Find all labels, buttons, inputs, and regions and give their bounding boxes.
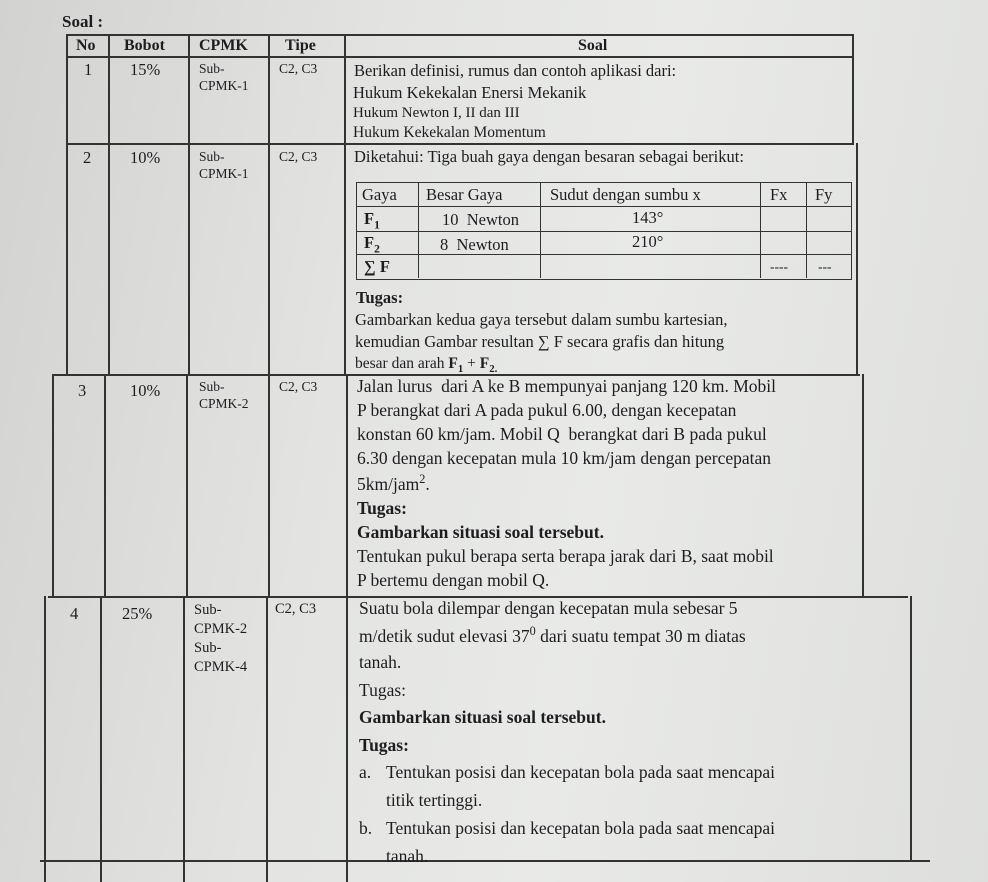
force-header-besar: Besar Gaya xyxy=(426,185,503,204)
row-tipe: C2, C3 xyxy=(279,379,318,394)
force-gaya-f1: $F_1$ xyxy=(364,209,380,232)
row-bobot: 15% xyxy=(130,60,161,79)
tugas-label: Tugas: xyxy=(357,498,407,518)
header-bobot: Bobot xyxy=(124,37,165,54)
force-fy-sum: --- xyxy=(818,259,832,274)
header-no: No xyxy=(76,37,96,54)
row-bobot: 10% xyxy=(130,381,161,400)
header-cpmk: CPMK xyxy=(199,37,248,54)
soal-line: Gambarkan kedua gaya tersebut dalam sumbu kartesian, xyxy=(355,310,728,329)
soal-bold-line: Gambarkan situasi soal tersebut. xyxy=(357,522,604,542)
row-cpmk: Sub- CPMK-1 xyxy=(199,149,249,181)
list-item: Tentukan posisi dan kecepatan bola pada saat mencapai xyxy=(386,818,775,838)
force-sudut-f1: 143° xyxy=(632,208,664,227)
force-header-fx: Fx xyxy=(770,185,788,204)
list-item: titik tertinggi. xyxy=(386,790,483,810)
force-header-gaya: Gaya xyxy=(362,185,397,204)
soal-line: Berikan definisi, rumus dan contoh aplikasi dari: xyxy=(354,61,677,80)
force-gaya-sum: ∑ F xyxy=(364,257,390,276)
force-fx-sum: ---- xyxy=(770,259,788,274)
force-header-fy: Fy xyxy=(815,185,833,204)
soal-line: kemudian Gambar resultan ∑ F secara grafis dan hitung xyxy=(355,332,725,351)
row-cpmk: Sub- CPMK-2 Sub- CPMK-4 xyxy=(194,602,248,675)
tugas-label: Tugas: xyxy=(359,680,407,700)
force-besar-f1: 10 Newton xyxy=(442,210,519,229)
row-no: 3 xyxy=(78,381,87,400)
row-no: 2 xyxy=(83,148,92,167)
sheet-heading: Soal : xyxy=(62,12,104,31)
soal-line: Hukum Newton I, II dan III xyxy=(353,105,520,121)
row-cpmk: Sub- CPMK-1 xyxy=(199,61,249,93)
soal-line: konstan 60 km/jam. Mobil Q berangkat dari B pada pukul xyxy=(357,424,767,444)
row-tipe: C2, C3 xyxy=(279,149,318,164)
list-marker: b. xyxy=(359,818,373,838)
force-header-sudut: Sudut dengan sumbu x xyxy=(550,185,701,204)
row-bobot: 10% xyxy=(130,148,161,167)
row-no: 1 xyxy=(84,60,93,79)
header-soal: Soal xyxy=(578,37,608,54)
tugas-label: Tugas: xyxy=(359,735,409,755)
tugas-label: Tugas: xyxy=(356,288,404,307)
soal-line: Hukum Kekekalan Momentum xyxy=(353,124,546,141)
soal-line: Hukum Kekekalan Enersi Mekanik xyxy=(353,83,587,102)
list-marker: a. xyxy=(359,762,372,782)
soal-line: besar dan arah $F_1 + F_{2.}$ xyxy=(355,355,498,376)
soal-line: m/detik sudut elevasi $37^0$ dari suatu tempat 30 m diatas xyxy=(359,624,746,646)
soal-line: P berangkat dari A pada pukul 6.00, dengan kecepatan xyxy=(357,400,737,420)
row-cpmk: Sub- CPMK-2 xyxy=(199,379,249,411)
soal-line: Suatu bola dilempar dengan kecepatan mula sebesar 5 xyxy=(359,598,738,618)
list-item: Tentukan posisi dan kecepatan bola pada saat mencapai xyxy=(386,762,775,782)
soal-intro: Diketahui: Tiga buah gaya dengan besaran sebagai berikut: xyxy=(354,147,744,166)
header-tipe: Tipe xyxy=(285,37,316,54)
force-besar-f2: 8 Newton xyxy=(440,235,509,254)
list-item: tanah. xyxy=(386,846,429,866)
soal-line: Jalan lurus dari A ke B mempunyai panjang 120 km. Mobil xyxy=(357,376,776,396)
force-gaya-f2: $F_2$ xyxy=(364,233,380,256)
soal-line: tanah. xyxy=(359,652,402,672)
soal-bold-line: Gambarkan situasi soal tersebut. xyxy=(359,707,606,727)
soal-line: P bertemu dengan mobil Q. xyxy=(357,570,550,590)
soal-line: 6.30 dengan kecepatan mula 10 km/jam dengan percepatan xyxy=(357,448,772,468)
soal-line: Tentukan pukul berapa serta berapa jarak dari B, saat mobil xyxy=(357,546,774,566)
row-tipe: C2, C3 xyxy=(275,601,317,617)
row-tipe: C2, C3 xyxy=(279,61,318,76)
row-no: 4 xyxy=(70,604,79,623)
soal-line: 5km/jam$^2$. xyxy=(357,472,430,494)
row-bobot: 25% xyxy=(122,604,153,623)
force-sudut-f2: 210° xyxy=(632,232,664,251)
